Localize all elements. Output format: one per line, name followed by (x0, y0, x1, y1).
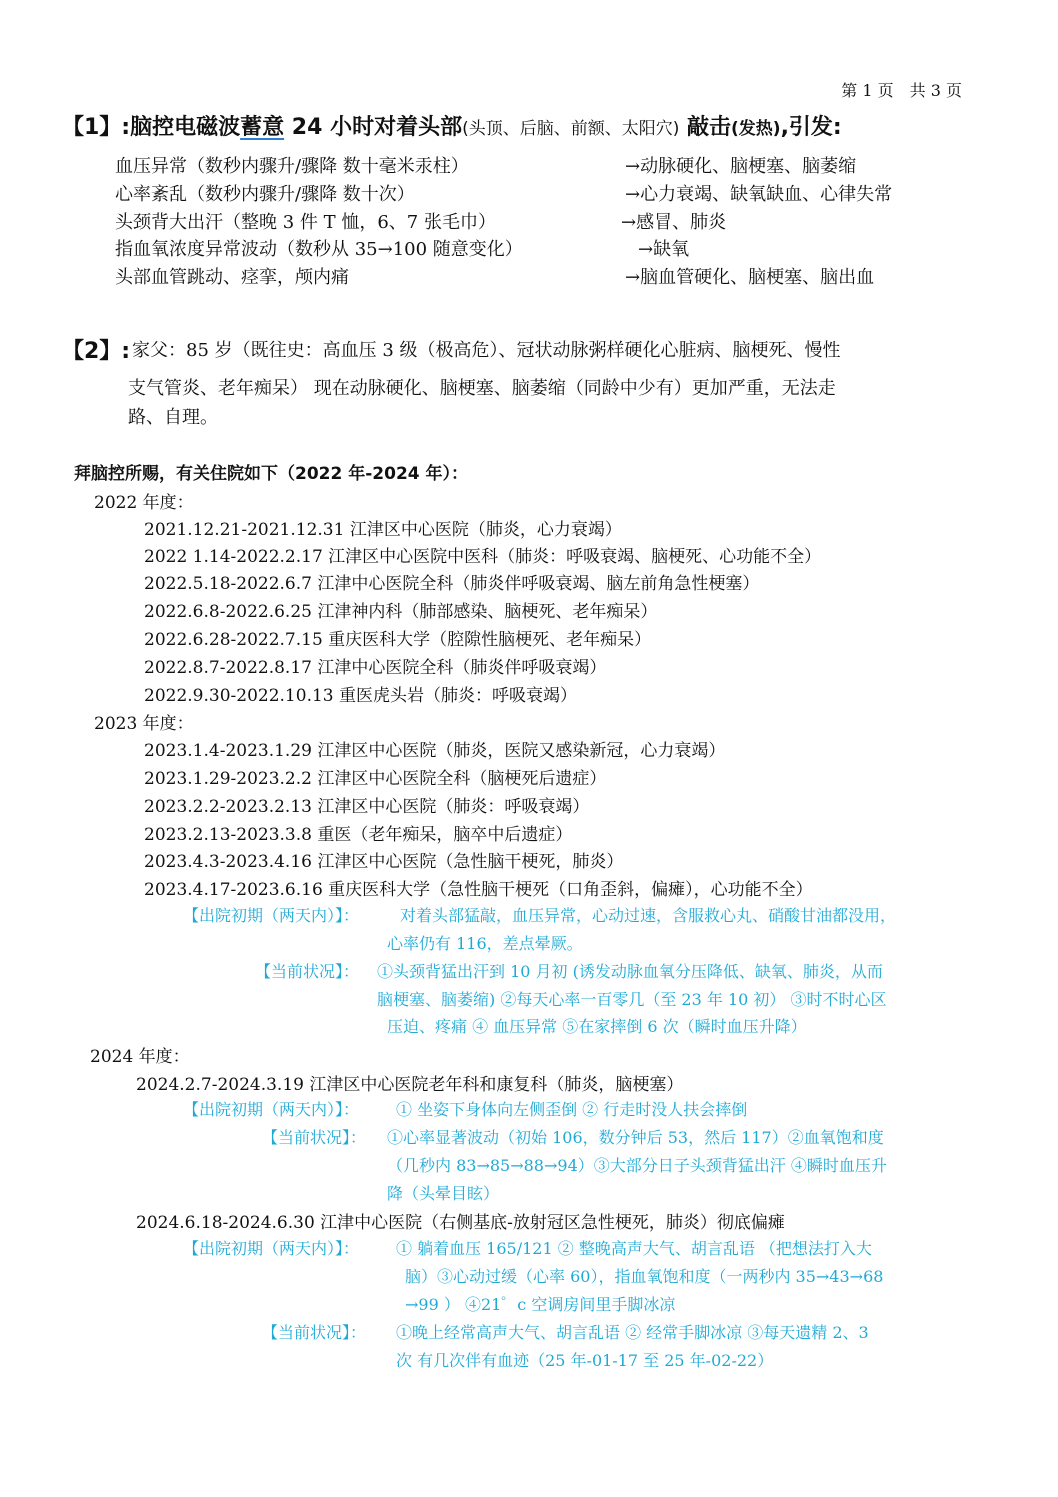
current-status-label: 【当前状况】： (262, 1323, 367, 1342)
section2-marker: 【2】: (62, 339, 131, 364)
year-label-2023: 2023 年度： (94, 714, 194, 734)
stay-entry: 2022.8.7-2022.8.17 江津中心医院全科（肺炎伴呼吸衰竭） (144, 658, 607, 678)
discharge-early-text: ① 坐姿下身体向左侧歪倒 ② 行走时没人扶会摔倒 (396, 1100, 748, 1119)
title-part: 敲击 (679, 115, 732, 140)
current-status-text: ①心率显著波动（初始 106，数分钟后 53，然后 117）②血氧饱和度 (387, 1128, 884, 1147)
current-status-text: 压迫、疼痛 ④ 血压异常 ⑤在家摔倒 6 次（瞬时血压升降） (387, 1017, 807, 1036)
symptom-row: 心率紊乱（数秒内骤升/骤降 数十次） (115, 184, 415, 205)
stay-entry: 2023.2.13-2023.3.8 重医（老年痴呆，脑卒中后遗症） (144, 825, 573, 845)
stay-entry: 2023.4.17-2023.6.16 重庆医科大学（急性脑干梗死（口角歪斜，偏瘫），心功能不全） (144, 880, 813, 900)
stay-entry: 2021.12.21-2021.12.31 江津区中心医院（肺炎，心力衰竭） (144, 520, 622, 540)
title-part: 24 小时对着头部 (284, 115, 463, 140)
section2-line: 支气管炎、老年痴呆） 现在动脉硬化、脑梗塞、脑萎缩（同龄中少有）更加严重，无法走 (128, 378, 836, 399)
effect-row: →脑血管硬化、脑梗塞、脑出血 (625, 267, 875, 288)
stay-entry: 2023.1.4-2023.1.29 江津区中心医院（肺炎，医院又感染新冠，心力衰竭） (144, 741, 726, 761)
year-label-2022: 2022 年度： (94, 493, 194, 513)
discharge-early-label: 【出院初期（两天内）】： (183, 1100, 360, 1119)
effect-row: →感冒、肺炎 (621, 212, 727, 233)
stay-entry: 2024.6.18-2024.6.30 江津中心医院（右侧基底-放射冠区急性梗死，肺炎）彻底偏瘫 (136, 1213, 785, 1233)
stay-entry: 2023.1.29-2023.2.2 江津区中心医院全科（脑梗死后遗症） (144, 769, 607, 789)
current-status-text: 次 有几次伴有血迹（25 年-01-17 至 25 年-02-22） (396, 1351, 774, 1370)
title-part: ,引发: (780, 115, 842, 140)
effect-row: →缺氧 (638, 239, 690, 260)
section2-line: 家父：85 岁（既往史：高血压 3 级（极高危）、冠状动脉粥样硬化心脏病、脑梗死、慢性 (132, 340, 841, 361)
discharge-early-label: 【出院初期（两天内）】： (183, 1239, 360, 1258)
stay-entry: 2022.6.8-2022.6.25 江津神内科（肺部感染、脑梗死、老年痴呆） (144, 602, 658, 622)
symptom-row: 头颈背大出汗（整晚 3 件 T 恤，6、7 张毛巾） (115, 212, 496, 233)
discharge-early-text: 对着头部猛敲，血压异常，心动过速，含服救心丸、硝酸甘油都没用， (400, 906, 897, 925)
stay-entry: 2022.5.18-2022.6.7 江津中心医院全科（肺炎伴呼吸衰竭、脑左前角急性梗塞） (144, 574, 760, 594)
stay-entry: 2022.6.28-2022.7.15 重庆医科大学（腔隙性脑梗死、老年痴呆） (144, 630, 652, 650)
stay-entry: 2024.2.7-2024.3.19 江津区中心医院老年科和康复科（肺炎，脑梗塞） (136, 1075, 684, 1095)
discharge-early-text: 心率仍有 116，差点晕厥。 (387, 934, 583, 953)
current-status-text: ①头颈背猛出汗到 10 月初 (诱发动脉血氧分压降低、缺氧、肺炎，从而 (377, 962, 883, 981)
stay-entry: 2022.9.30-2022.10.13 重医虎头岩（肺炎：呼吸衰竭） (144, 686, 578, 706)
page-indicator: 第 1 页 共 3 页 (841, 81, 962, 100)
year-label-2024: 2024 年度： (90, 1047, 190, 1067)
current-status-label: 【当前状况】： (255, 962, 360, 981)
current-status-text: 脑梗塞、脑萎缩) ②每天心率一百零几（至 23 年 10 初） ③时不时心区 (377, 990, 887, 1009)
title-part: 脑控电磁波 (130, 115, 241, 140)
current-status-text: 降（头晕目眩） (387, 1184, 500, 1203)
effect-row: →心力衰竭、缺氧缺血、心律失常 (625, 184, 893, 205)
stay-entry: 2023.2.2-2023.2.13 江津区中心医院（肺炎：呼吸衰竭） (144, 797, 590, 817)
current-status-text: ①晚上经常高声大气、胡言乱语 ② 经常手脚冰凉 ③每天遗精 2、3 (396, 1323, 869, 1342)
discharge-early-text: →99 ） ④21゜c 空调房间里手脚冰凉 (405, 1295, 676, 1314)
current-status-label: 【当前状况】： (262, 1128, 367, 1147)
section2-line: 路、自理。 (128, 407, 218, 428)
discharge-early-label: 【出院初期（两天内）】： (183, 906, 360, 925)
current-status-text: （几秒内 83→85→88→94）③大部分日子头颈背猛出汗 ④瞬时血压升 (387, 1156, 887, 1175)
title-underlined: 蓄意 (240, 115, 285, 140)
symptom-row: 指血氧浓度异常波动（数秒从 35→100 随意变化） (115, 239, 523, 260)
discharge-early-text: ① 躺着血压 165/121 ② 整晚高声大气、胡言乱语 （把想法打入大 (396, 1239, 872, 1258)
section1-title (62, 110, 842, 141)
symptom-row: 头部血管跳动、痉挛，颅内痛 (115, 267, 349, 288)
title-paren: (发热) (731, 119, 781, 139)
symptom-row: 血压异常（数秒内骤升/骤降 数十毫米汞柱） (115, 156, 469, 177)
stay-entry: 2023.4.3-2023.4.16 江津区中心医院（急性脑干梗死，肺炎） (144, 852, 624, 872)
stay-entry: 2022 1.14-2022.2.17 江津区中心医院中医科（肺炎：呼吸衰竭、脑梗死、心功能不全） (144, 547, 822, 567)
section1-marker: 【1】: (62, 115, 131, 140)
title-paren: (头顶、后脑、前额、太阳穴) (462, 119, 680, 139)
effect-row: →动脉硬化、脑梗塞、脑萎缩 (625, 156, 857, 177)
hospital-heading: 拜脑控所赐，有关住院如下（2022 年-2024 年）： (74, 464, 469, 484)
discharge-early-text: 脑）③心动过缓（心率 60），指血氧饱和度（一两秒内 35→43→68 (405, 1267, 884, 1286)
